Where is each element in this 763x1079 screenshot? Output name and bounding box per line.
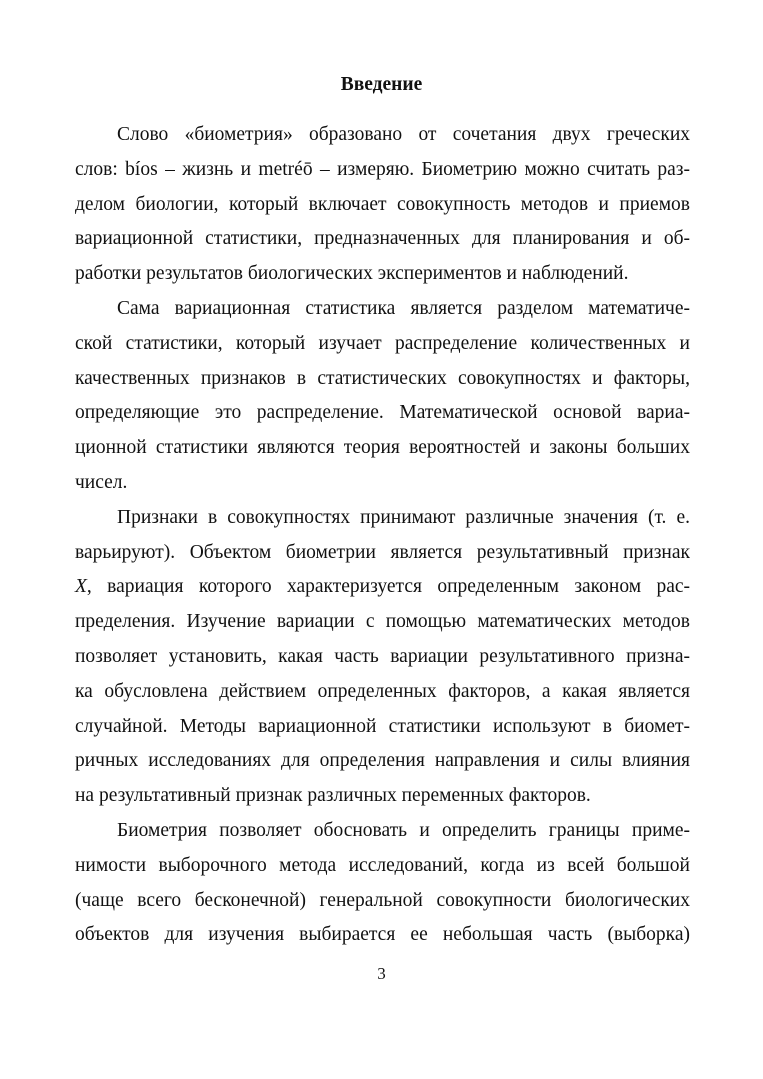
text-line: Слово «биометрия» образовано от сочетания двух греческих bbox=[117, 124, 690, 145]
text-line: чисел. bbox=[75, 471, 128, 493]
text-line: ричных исследованиях для определения направления и силы влияния bbox=[75, 750, 690, 772]
page-number: 3 bbox=[377, 964, 386, 983]
text-line: делом биологии, который включает совокупность методов и приемов bbox=[75, 193, 690, 215]
text-line: случайной. Методы вариационной статистики используют в биомет- bbox=[75, 715, 690, 737]
text-line: ционной статистики являются теория вероятностей и законы больших bbox=[75, 437, 690, 459]
text-line: качественных признаков в статистических совокупностях и факторы, bbox=[75, 367, 690, 389]
text-line: работки результатов биологических экспериментов и наблюдений. bbox=[75, 263, 629, 285]
text-line: Сама вариационная статистика является разделом математиче- bbox=[117, 297, 690, 319]
text-line: ской статистики, который изучает распределение количественных и bbox=[75, 332, 690, 354]
section-heading: Введение bbox=[340, 74, 423, 95]
text-line: Биометрия позволяет обосновать и определить границы приме- bbox=[117, 819, 690, 841]
text-line: ка обусловлена действием определенных факторов, а какая является bbox=[75, 680, 690, 702]
text-line: варьируют). Объектом биометрии является результативный признак bbox=[75, 541, 690, 563]
text-line: (чаще всего бесконечной) генеральной совокупности биологических bbox=[75, 889, 690, 911]
text-line: Признаки в совокупностях принимают различные значения (т. е. bbox=[117, 506, 690, 528]
variable-x: X bbox=[75, 576, 87, 598]
text-line: X, вариация которого характеризуется определенным законом рас- bbox=[75, 576, 690, 598]
text-line: на результативный признак различных переменных факторов. bbox=[75, 785, 591, 807]
text-line: нимости выборочного метода исследований, когда из всей большой bbox=[75, 854, 690, 876]
text-line: пределения. Изучение вариации с помощью математических методов bbox=[75, 611, 690, 633]
text-line: слов: bíos – жизнь и metréō – измеряю. Биометрию можно считать раз- bbox=[75, 158, 690, 180]
body-text bbox=[75, 118, 690, 953]
text-line: объектов для изучения выбирается ее небольшая часть (выборка) bbox=[75, 924, 690, 946]
text-line: определяющие это распределение. Математической основой вариа- bbox=[75, 402, 690, 424]
text-line: вариационной статистики, предназначенных для планирования и об- bbox=[75, 228, 690, 250]
text-line: позволяет установить, какая часть вариации результативного призна- bbox=[75, 645, 690, 667]
